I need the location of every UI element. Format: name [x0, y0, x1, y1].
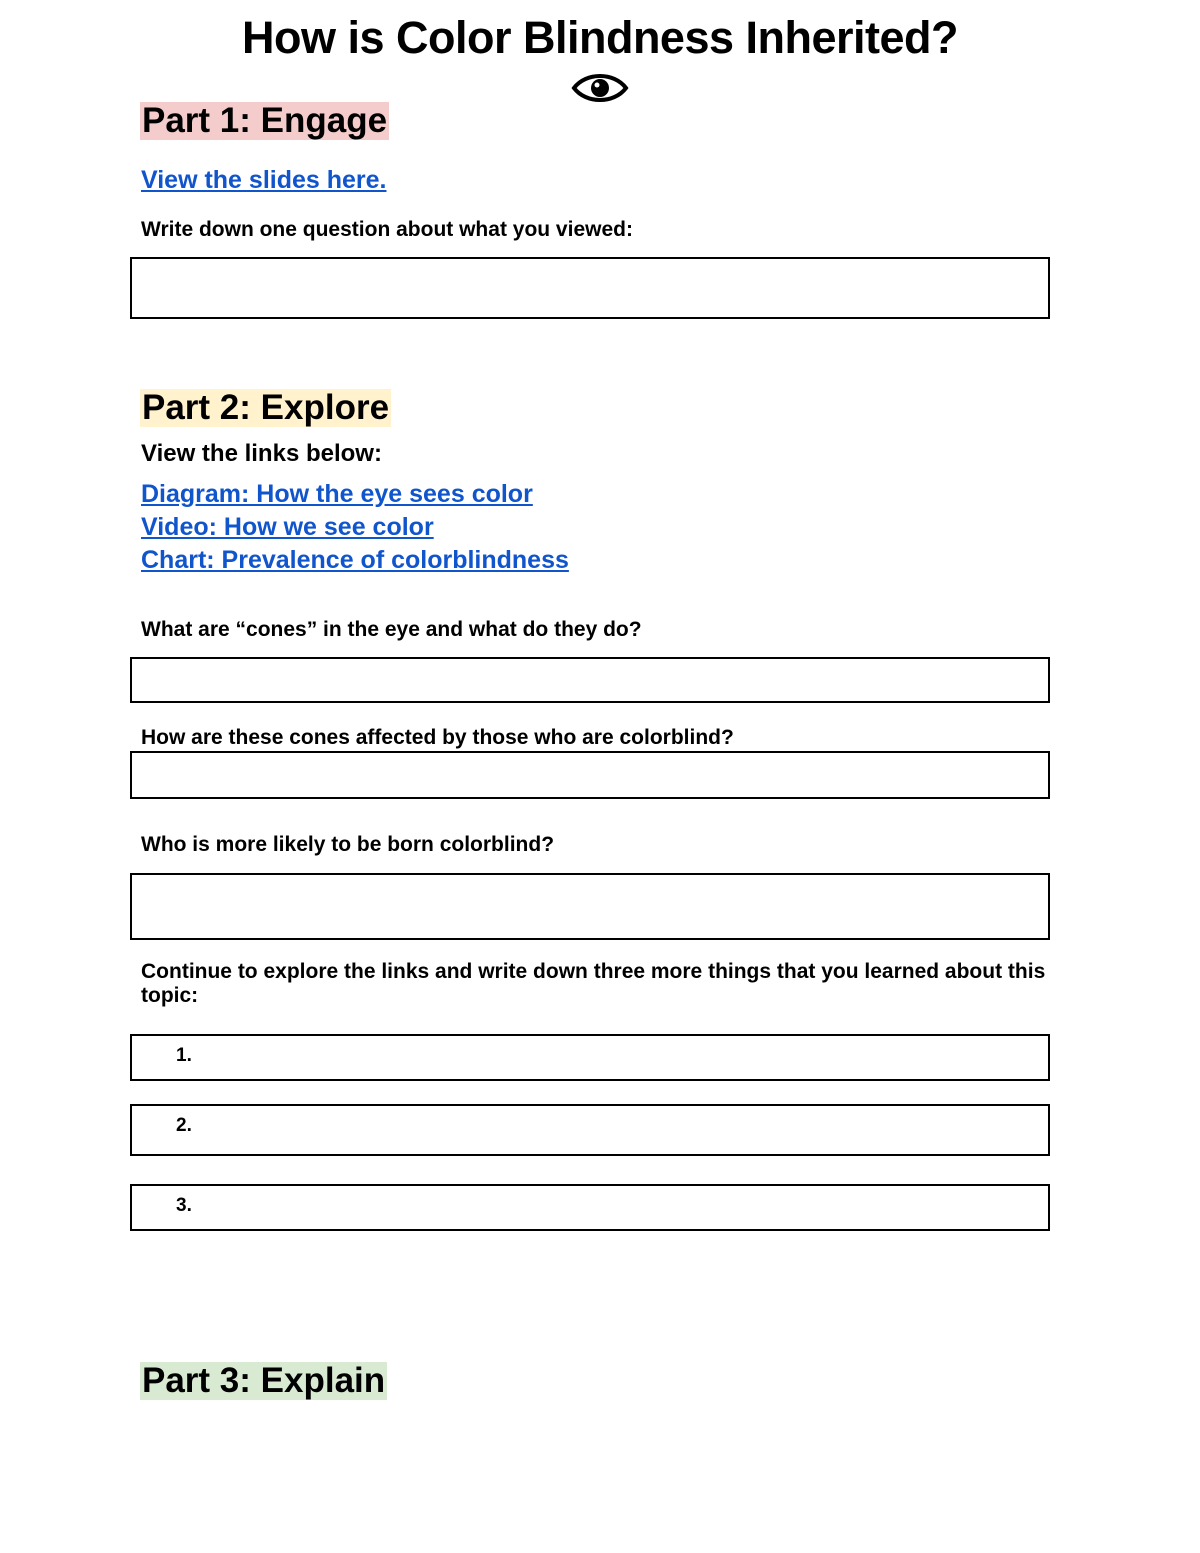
continue-prompt: Continue to explore the links and write down three more things that you learned about this topic: — [141, 960, 1046, 1007]
part3-heading: Part 3: Explain — [142, 1361, 386, 1400]
part1-question-prompt: Write down one question about what you viewed: — [141, 218, 633, 241]
item-number: 2. — [176, 1115, 192, 1136]
likely-colorblind-question: Who is more likely to be born colorblind? — [141, 833, 555, 856]
learned-item-1-box[interactable] — [130, 1034, 1050, 1081]
cones-question: What are “cones” in the eye and what do they do? — [141, 618, 642, 641]
learned-item-2-box[interactable] — [130, 1104, 1050, 1156]
part2-intro: View the links below: — [141, 440, 382, 467]
item-number: 1. — [176, 1045, 192, 1066]
diagram-link[interactable]: Diagram: How the eye sees color — [141, 480, 533, 508]
part2-heading: Part 2: Explore — [142, 388, 390, 427]
page-title: How is Color Blindness Inherited? — [241, 12, 959, 63]
cones-answer-box[interactable] — [130, 657, 1050, 703]
slides-link[interactable]: View the slides here. — [141, 166, 387, 194]
part1-answer-box[interactable] — [130, 257, 1050, 319]
part1-heading: Part 1: Engage — [142, 101, 388, 140]
likely-colorblind-answer-box[interactable] — [130, 873, 1050, 940]
learned-item-3-box[interactable] — [130, 1184, 1050, 1231]
colorblind-cones-question: How are these cones affected by those who are colorblind? — [141, 726, 734, 749]
video-link[interactable]: Video: How we see color — [141, 513, 434, 541]
item-number: 3. — [176, 1195, 192, 1216]
eye-icon — [570, 68, 630, 108]
colorblind-cones-answer-box[interactable] — [130, 751, 1050, 799]
chart-link[interactable]: Chart: Prevalence of colorblindness — [141, 546, 569, 574]
